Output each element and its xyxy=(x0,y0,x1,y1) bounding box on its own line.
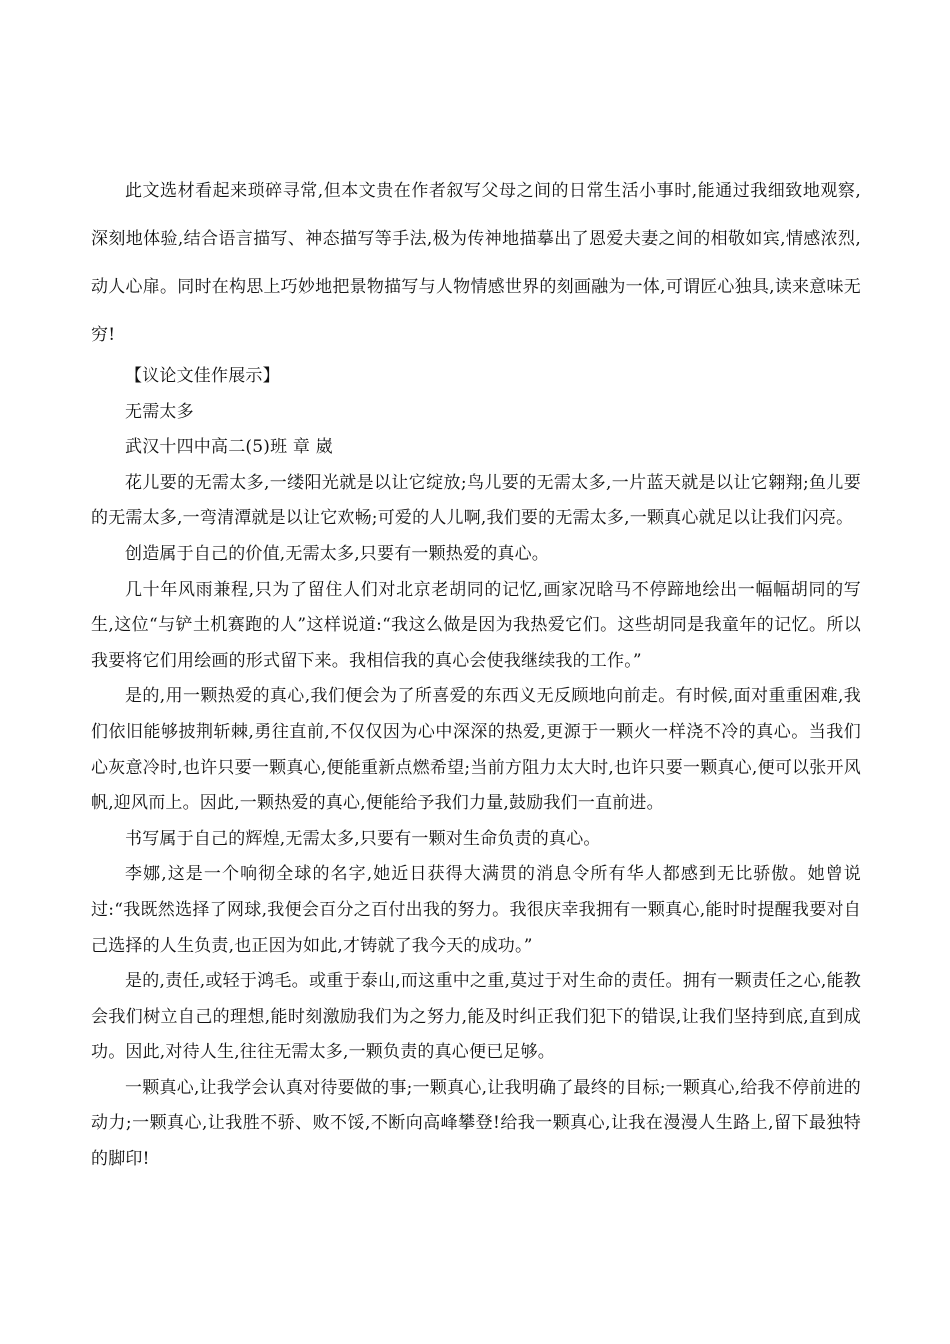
commentary-paragraph: 此文选材看起来琐碎寻常,但本文贵在作者叙写父母之间的日常生活小事时,能通过我细致地观察,深刻地体验,结合语言描写、神态描写等手法,极为传神地描摹出了恩爱夫妻之间的相敬如宾,情感浓烈,动人心扉。同时在构思上巧妙地把景物描写与人物情感世界的刻画融为一体,可谓匠心独具,读来意味无穷! xyxy=(91,181,861,345)
body-paragraph: 创造属于自己的价值,无需太多,只要有一颗热爱的真心。 xyxy=(125,543,550,564)
body-paragraph: 几十年风雨兼程,只为了留住人们对北京老胡同的记忆,画家况晗马不停蹄地绘出一幅幅胡同的写生,这位“与铲土机赛跑的人”这样说道:“我这么做是因为我热爱它们。这些胡同是我童年的记忆。所以我要将它们用绘画的形式留下来。我相信我的真心会使我继续我的工作。” xyxy=(91,579,861,671)
body-paragraph: 是的,责任,或轻于鸿毛。或重于泰山,而这重中之重,莫过于对生命的责任。拥有一颗责任之心,能教会我们树立自己的理想,能时刻激励我们为之努力,能及时纠正我们犯下的错误,让我们坚持到底,直到成功。因此,对待人生,往往无需太多,一颗负责的真心便已足够。 xyxy=(91,971,861,1063)
body-paragraph: 李娜,这是一个响彻全球的名字,她近日获得大满贯的消息令所有华人都感到无比骄傲。她曾说过:“我既然选择了网球,我便会百分之百付出我的努力。我很庆幸我拥有一颗真心,能时时提醒我要对自己选择的人生负责,也正因为如此,才铸就了我今天的成功。” xyxy=(91,864,861,956)
body-paragraph: 是的,用一颗热爱的真心,我们便会为了所喜爱的东西义无反顾地向前走。有时候,面对重重困难,我们依旧能够披荆斩棘,勇往直前,不仅仅因为心中深深的热爱,更源于一颗火一样浇不冷的真心。当我们心灰意冷时,也许只要一颗真心,便能重新点燃希望;当前方阻力太大时,也许只要一颗真心,便可以张开风帆,迎风而上。因此,一颗热爱的真心,便能给予我们力量,鼓励我们一直前进。 xyxy=(91,686,861,814)
body-paragraph: 一颗真心,让我学会认真对待要做的事;一颗真心,让我明确了最终的目标;一颗真心,给我不停前进的动力;一颗真心,让我胜不骄、败不馁,不断向高峰攀登!给我一颗真心,让我在漫漫人生路上,留下最独特的脚印! xyxy=(91,1077,861,1170)
essay-author: 武汉十四中高二(5)班 章 崴 xyxy=(125,437,333,458)
body-paragraph: 书写属于自己的辉煌,无需太多,只要有一颗对生命负责的真心。 xyxy=(125,828,601,849)
section-heading: 【议论文佳作展示】 xyxy=(125,366,280,386)
document-page xyxy=(91,167,861,1178)
essay-title: 无需太多 xyxy=(125,401,194,422)
body-paragraph: 花儿要的无需太多,一缕阳光就是以让它绽放;鸟儿要的无需太多,一片蓝天就是以让它翱翔;鱼儿要的无需太多,一弯清潭就是以让它欢畅;可爱的人儿啊,我们要的无需太多,一颗真心就足以让我们闪亮。 xyxy=(91,472,861,529)
